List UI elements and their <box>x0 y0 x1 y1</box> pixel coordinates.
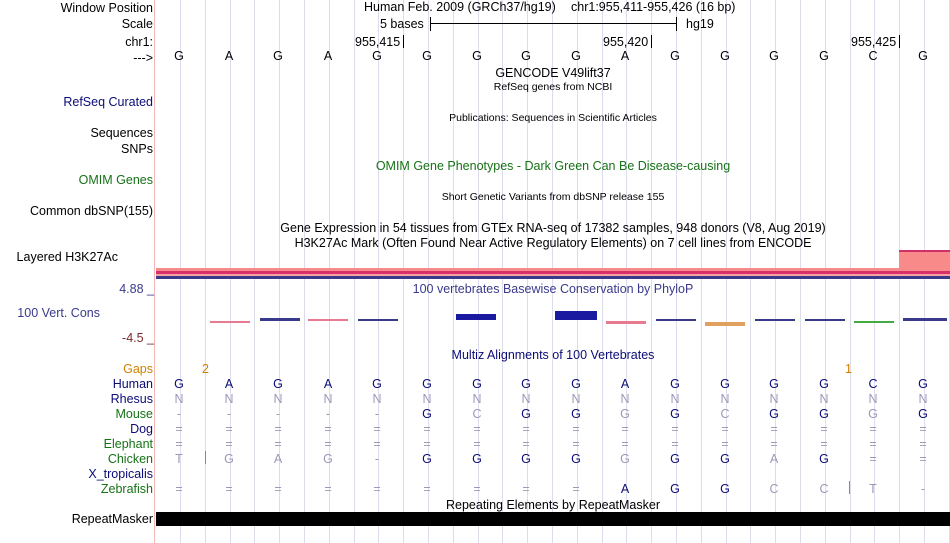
aligned-base: = <box>225 437 233 451</box>
aligned-base: = <box>820 437 828 451</box>
gap-count: 2 <box>202 362 209 376</box>
reference-base: G <box>571 49 581 63</box>
coord-tick-label: 955,420 <box>603 35 649 49</box>
reference-base: G <box>372 49 382 63</box>
label-scale: Scale <box>121 17 153 31</box>
label-window-position: Window Position <box>60 1 153 15</box>
aligned-base: - <box>176 407 182 421</box>
label-chr: chr1: <box>125 35 153 49</box>
aligned-base: G <box>670 452 680 466</box>
species-label[interactable]: X_tropicalis <box>88 467 153 481</box>
aligned-base: G <box>422 407 432 421</box>
aligned-base: N <box>918 392 928 406</box>
aligned-base: G <box>720 482 730 496</box>
aligned-base: = <box>423 437 431 451</box>
aligned-base: G <box>670 407 680 421</box>
aligned-base: = <box>373 422 381 436</box>
image-left-border <box>154 0 155 543</box>
aligned-base: G <box>670 482 680 496</box>
species-label[interactable]: Dog <box>130 422 153 436</box>
aligned-base: A <box>620 482 630 496</box>
aligned-base: = <box>225 422 233 436</box>
dbsnp-description: Short Genetic Variants from dbSNP release 155 <box>441 191 665 203</box>
aligned-base: = <box>869 437 877 451</box>
label-strand[interactable]: ---> <box>133 51 153 65</box>
aligned-base: G <box>620 452 630 466</box>
reference-base: A <box>323 49 333 63</box>
multiz-description: Multiz Alignments of 100 Vertebrates <box>451 348 655 362</box>
aligned-base: G <box>620 407 630 421</box>
track-label-dbsnp[interactable]: Common dbSNP(155) <box>30 204 153 218</box>
reference-base: G <box>422 49 432 63</box>
aligned-base: N <box>472 392 482 406</box>
track-label-sequences[interactable]: Sequences <box>90 126 153 140</box>
aligned-base: A <box>273 452 283 466</box>
position-range: chr1:955,411-955,426 (16 bp) <box>571 0 736 14</box>
aligned-base: C <box>472 407 482 421</box>
aligned-base: C <box>720 407 730 421</box>
reference-base: A <box>224 49 234 63</box>
reference-base: G <box>174 49 184 63</box>
cons-max-value: 4.88 _ <box>119 282 154 296</box>
aligned-base: C <box>868 377 878 391</box>
species-label[interactable]: Mouse <box>115 407 153 421</box>
aligned-base: - <box>275 407 281 421</box>
species-label[interactable]: Rhesus <box>110 392 153 406</box>
aligned-base: N <box>273 392 283 406</box>
aligned-base: G <box>571 407 581 421</box>
aligned-base: G <box>472 452 482 466</box>
phylop-description: 100 vertebrates Basewise Conservation by PhyloP <box>412 282 694 296</box>
aligned-base: = <box>225 482 233 496</box>
aligned-base: = <box>770 422 778 436</box>
aligned-base: = <box>423 482 431 496</box>
aligned-base: G <box>472 377 482 391</box>
aligned-base: G <box>769 407 779 421</box>
reference-base: C <box>868 49 878 63</box>
reference-base: G <box>670 49 680 63</box>
aligned-base: = <box>869 422 877 436</box>
aligned-base: G <box>571 452 581 466</box>
aligned-base: = <box>572 482 580 496</box>
aligned-base: N <box>372 392 382 406</box>
reference-base: G <box>819 49 829 63</box>
aligned-base: G <box>868 407 878 421</box>
aligned-base: = <box>423 422 431 436</box>
aligned-base: = <box>274 482 282 496</box>
aligned-base: = <box>671 437 679 451</box>
aligned-base: = <box>721 437 729 451</box>
aligned-base: C <box>819 482 829 496</box>
aligned-base: = <box>621 437 629 451</box>
scale-label: 5 bases <box>380 17 424 31</box>
coord-tick-label: 955,415 <box>355 35 401 49</box>
aligned-base: G <box>323 452 333 466</box>
publications-description: Publications: Sequences in Scientific Articles <box>449 112 657 124</box>
aligned-base: G <box>422 377 432 391</box>
insertion-marker <box>849 481 850 494</box>
aligned-base: G <box>819 377 829 391</box>
aligned-base: G <box>521 407 531 421</box>
aligned-base: G <box>521 377 531 391</box>
aligned-base: T <box>869 482 877 496</box>
aligned-base: G <box>571 377 581 391</box>
reference-base: G <box>769 49 779 63</box>
coord-tick <box>899 35 900 48</box>
aligned-base: G <box>819 407 829 421</box>
aligned-base: G <box>720 377 730 391</box>
aligned-base: N <box>174 392 184 406</box>
track-label-gaps[interactable]: Gaps <box>123 362 153 376</box>
aligned-base: N <box>769 392 779 406</box>
aligned-base: G <box>769 377 779 391</box>
reference-base: G <box>521 49 531 63</box>
aligned-base: = <box>324 437 332 451</box>
repeatmasker-description: Repeating Elements by RepeatMasker <box>445 498 660 512</box>
aligned-base: N <box>620 392 630 406</box>
aligned-base: G <box>670 377 680 391</box>
aligned-base: = <box>919 452 927 466</box>
coord-tick <box>403 35 404 48</box>
scale-assembly: hg19 <box>686 17 714 31</box>
aligned-base: - <box>374 407 380 421</box>
species-label[interactable]: Elephant <box>103 437 153 451</box>
aligned-base: = <box>373 437 381 451</box>
aligned-base: = <box>721 422 729 436</box>
aligned-base: N <box>571 392 581 406</box>
aligned-base: G <box>224 452 234 466</box>
aligned-base: - <box>226 407 232 421</box>
aligned-base: = <box>572 437 580 451</box>
aligned-base: G <box>819 452 829 466</box>
track-label-refseq[interactable]: RefSeq Curated <box>63 95 153 109</box>
aligned-base: N <box>521 392 531 406</box>
aligned-base: G <box>720 452 730 466</box>
aligned-base: N <box>720 392 730 406</box>
aligned-base: = <box>522 422 530 436</box>
aligned-base: G <box>372 377 382 391</box>
aligned-base: = <box>572 422 580 436</box>
aligned-base: T <box>175 452 183 466</box>
cons-min-value: -4.5 _ <box>122 331 154 345</box>
aligned-base: = <box>473 422 481 436</box>
aligned-base: = <box>274 437 282 451</box>
aligned-base: A <box>620 377 630 391</box>
species-label[interactable]: Human <box>112 377 153 391</box>
h3k27ac-description: H3K27Ac Mark (Often Found Near Active Regulatory Elements) on 7 cell lines from ENCODE <box>294 236 812 250</box>
aligned-base: = <box>820 422 828 436</box>
track-label-omim[interactable]: OMIM Genes <box>78 173 153 187</box>
repeatmasker-bar[interactable] <box>156 512 950 526</box>
aligned-base: = <box>473 437 481 451</box>
coord-tick <box>651 35 652 48</box>
aligned-base: = <box>175 482 183 496</box>
reference-base: G <box>720 49 730 63</box>
gencode-title[interactable]: GENCODE V49lift37 <box>495 66 611 80</box>
aligned-base: = <box>522 482 530 496</box>
aligned-base: N <box>323 392 333 406</box>
species-label[interactable]: Zebrafish <box>100 482 153 496</box>
reference-base: G <box>273 49 283 63</box>
aligned-base: = <box>770 437 778 451</box>
aligned-base: A <box>769 452 779 466</box>
aligned-base: G <box>918 407 928 421</box>
aligned-base: G <box>273 377 283 391</box>
aligned-base: A <box>323 377 333 391</box>
aligned-base: N <box>670 392 680 406</box>
species-label[interactable]: Chicken <box>107 452 153 466</box>
reference-base: G <box>918 49 928 63</box>
aligned-base: N <box>819 392 829 406</box>
track-label-conservation[interactable]: 100 Vert. Cons <box>17 306 100 320</box>
aligned-base: C <box>769 482 779 496</box>
aligned-base: N <box>224 392 234 406</box>
aligned-base: = <box>373 482 381 496</box>
aligned-base: N <box>868 392 878 406</box>
aligned-base: = <box>869 452 877 466</box>
gap-count: 1 <box>845 362 852 376</box>
aligned-base: = <box>324 482 332 496</box>
aligned-base: = <box>324 422 332 436</box>
aligned-base: - <box>325 407 331 421</box>
aligned-base: = <box>274 422 282 436</box>
refseq-description: RefSeq genes from NCBI <box>493 81 613 93</box>
track-label-repeatmasker[interactable]: RepeatMasker <box>71 512 153 526</box>
aligned-base: = <box>175 422 183 436</box>
coord-tick-label: 955,425 <box>851 35 897 49</box>
aligned-base: G <box>422 452 432 466</box>
aligned-base: = <box>919 437 927 451</box>
aligned-base: = <box>671 422 679 436</box>
omim-description: OMIM Gene Phenotypes - Dark Green Can Be Disease-causing <box>375 159 731 173</box>
aligned-base: = <box>175 437 183 451</box>
aligned-base: N <box>422 392 432 406</box>
aligned-base: = <box>621 422 629 436</box>
aligned-base: A <box>224 377 234 391</box>
aligned-base: G <box>918 377 928 391</box>
aligned-base: = <box>522 437 530 451</box>
reference-base: A <box>620 49 630 63</box>
assembly-title: Human Feb. 2009 (GRCh37/hg19) <box>364 0 556 14</box>
aligned-base: G <box>174 377 184 391</box>
aligned-base: G <box>521 452 531 466</box>
aligned-base: - <box>374 452 380 466</box>
reference-base: G <box>472 49 482 63</box>
aligned-base: = <box>473 482 481 496</box>
track-label-h3k27ac[interactable]: Layered H3K27Ac <box>16 250 118 264</box>
aligned-base: - <box>920 482 926 496</box>
track-label-snps[interactable]: SNPs <box>121 142 153 156</box>
insertion-marker <box>205 451 206 464</box>
gtex-description[interactable]: Gene Expression in 54 tissues from GTEx RNA-seq of 17382 samples, 948 donors (V8, Aug 2019) <box>280 221 826 235</box>
aligned-base: = <box>919 422 927 436</box>
